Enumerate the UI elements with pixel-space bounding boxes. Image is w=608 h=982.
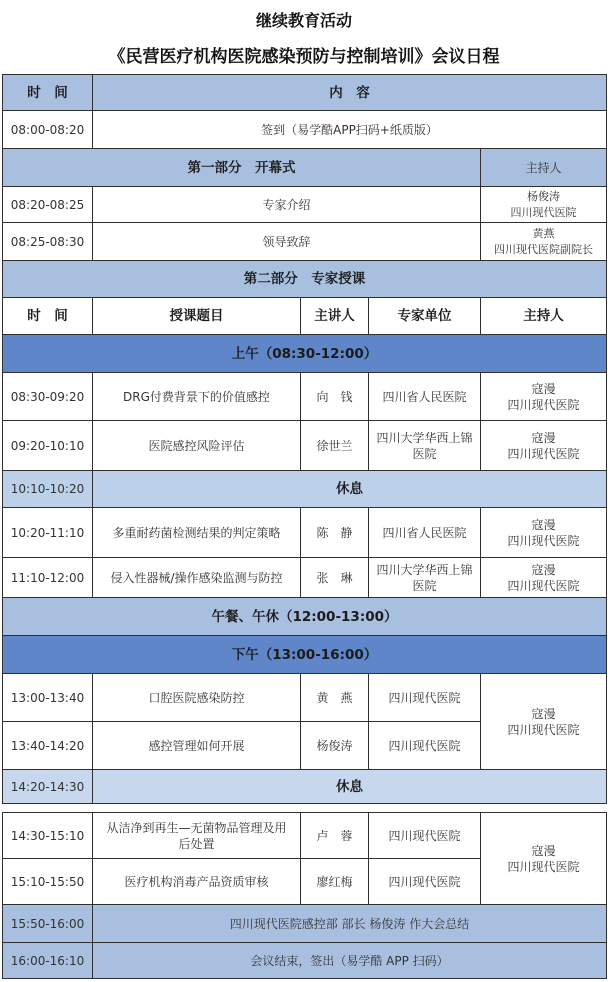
table-row — [3, 223, 607, 261]
break-row — [3, 770, 607, 804]
col-host: 主持人 — [481, 298, 607, 335]
closing-text: 会议结束，签出（易学酷 APP 扫码） — [93, 943, 607, 979]
row-time: 08:25-08:30 — [3, 223, 93, 261]
checkin-row — [3, 111, 607, 149]
row-speaker: 廖红梅 — [301, 859, 369, 905]
col-unit: 专家单位 — [369, 298, 481, 335]
row-unit: 四川大学华西上锦医院 — [369, 421, 481, 471]
summary-row — [3, 905, 607, 943]
divider — [3, 804, 607, 813]
row-host: 寇漫 四川现代医院 — [481, 558, 607, 598]
row-topic: 口腔医院感染防控 — [93, 674, 301, 722]
row-unit: 四川大学华西上锦医院 — [369, 558, 481, 598]
row-topic: DRG付费背景下的价值感控 — [93, 373, 301, 421]
header-time: 时 间 — [3, 75, 93, 111]
morning-header-row — [3, 335, 607, 373]
row-time: 09:20-10:10 — [3, 421, 93, 471]
row-host: 寇漫 四川现代医院 — [481, 373, 607, 421]
col-speaker: 主讲人 — [301, 298, 369, 335]
title-line-1: 继续教育活动 — [255, 11, 352, 30]
row-topic: 多重耐药菌检测结果的判定策略 — [93, 508, 301, 558]
part1-header-row — [3, 149, 607, 187]
row-time: 13:00-13:40 — [3, 674, 93, 722]
row-unit: 四川省人民医院 — [369, 373, 481, 421]
row-host: 黄燕 四川现代医院副院长 — [481, 223, 607, 261]
row-speaker: 黄 燕 — [301, 674, 369, 722]
part2-header-row — [3, 261, 607, 298]
row-speaker: 向 钱 — [301, 373, 369, 421]
row-topic: 医院感控风险评估 — [93, 421, 301, 471]
row-time: 08:20-08:25 — [3, 187, 93, 223]
row-time: 10:20-11:10 — [3, 508, 93, 558]
break-time: 14:20-14:30 — [3, 770, 93, 804]
break-time: 10:10-10:20 — [3, 471, 93, 508]
table-row — [3, 421, 607, 471]
title-line-2: 《民营医疗机构医院感染预防与控制培训》会议日程 — [108, 47, 500, 67]
schedule-table — [2, 74, 607, 979]
row-topic: 从洁净到再生—无菌物品管理及用后处置 — [93, 813, 301, 859]
part2-title: 第二部分 专家授课 — [3, 261, 607, 298]
lunch-text: 午餐、午休（12:00-13:00） — [3, 598, 607, 636]
lunch-row — [3, 598, 607, 636]
summary-text: 四川现代医院感控部 部长 杨俊涛 作大会总结 — [93, 905, 607, 943]
row-unit: 四川省人民医院 — [369, 508, 481, 558]
row-speaker: 卢 蓉 — [301, 813, 369, 859]
closing-row — [3, 943, 607, 979]
row-time: 14:30-15:10 — [3, 813, 93, 859]
checkin-time: 08:00-08:20 — [3, 111, 93, 149]
row-unit: 四川现代医院 — [369, 859, 481, 905]
col-time: 时 间 — [3, 298, 93, 335]
col-topic: 授课题目 — [93, 298, 301, 335]
break-row — [3, 471, 607, 508]
row-speaker: 张 琳 — [301, 558, 369, 598]
afternoon-header-row — [3, 636, 607, 674]
afternoon-title: 下午（13:00-16:00） — [3, 636, 607, 674]
row-speaker: 徐世兰 — [301, 421, 369, 471]
table-row — [3, 674, 607, 722]
closing-time: 16:00-16:10 — [3, 943, 93, 979]
row-topic: 侵入性器械/操作感染监测与防控 — [93, 558, 301, 598]
column-header-row — [3, 298, 607, 335]
row-host: 杨俊涛 四川现代医院 — [481, 187, 607, 223]
row-unit: 四川现代医院 — [369, 722, 481, 770]
afternoon-host: 寇漫 四川现代医院 — [481, 674, 607, 770]
morning-title: 上午（08:30-12:00） — [3, 335, 607, 373]
table-row — [3, 813, 607, 859]
row-topic: 医疗机构消毒产品资质审核 — [93, 859, 301, 905]
summary-time: 15:50-16:00 — [3, 905, 93, 943]
row-speaker: 杨俊涛 — [301, 722, 369, 770]
row-time: 13:40-14:20 — [3, 722, 93, 770]
header-content: 内 容 — [93, 75, 607, 111]
row-unit: 四川现代医院 — [369, 813, 481, 859]
row-time: 08:30-09:20 — [3, 373, 93, 421]
afternoon-host-2: 寇漫 四川现代医院 — [481, 813, 607, 905]
part1-title: 第一部分 开幕式 — [3, 149, 481, 187]
part1-host-label: 主持人 — [481, 149, 607, 187]
table-row — [3, 558, 607, 598]
table-row — [3, 373, 607, 421]
checkin-text: 签到（易学酷APP扫码+纸质版） — [93, 111, 607, 149]
row-speaker: 陈 静 — [301, 508, 369, 558]
row-text: 专家介绍 — [93, 187, 481, 223]
table-row — [3, 508, 607, 558]
break-text: 休息 — [93, 471, 607, 508]
break-text: 休息 — [93, 770, 607, 804]
row-text: 领导致辞 — [93, 223, 481, 261]
table-header-row — [3, 75, 607, 111]
row-host: 寇漫 四川现代医院 — [481, 421, 607, 471]
row-time: 11:10-12:00 — [3, 558, 93, 598]
row-topic: 感控管理如何开展 — [93, 722, 301, 770]
row-host: 寇漫 四川现代医院 — [481, 508, 607, 558]
divider-cell — [3, 804, 607, 813]
row-unit: 四川现代医院 — [369, 674, 481, 722]
table-row — [3, 187, 607, 223]
row-time: 15:10-15:50 — [3, 859, 93, 905]
